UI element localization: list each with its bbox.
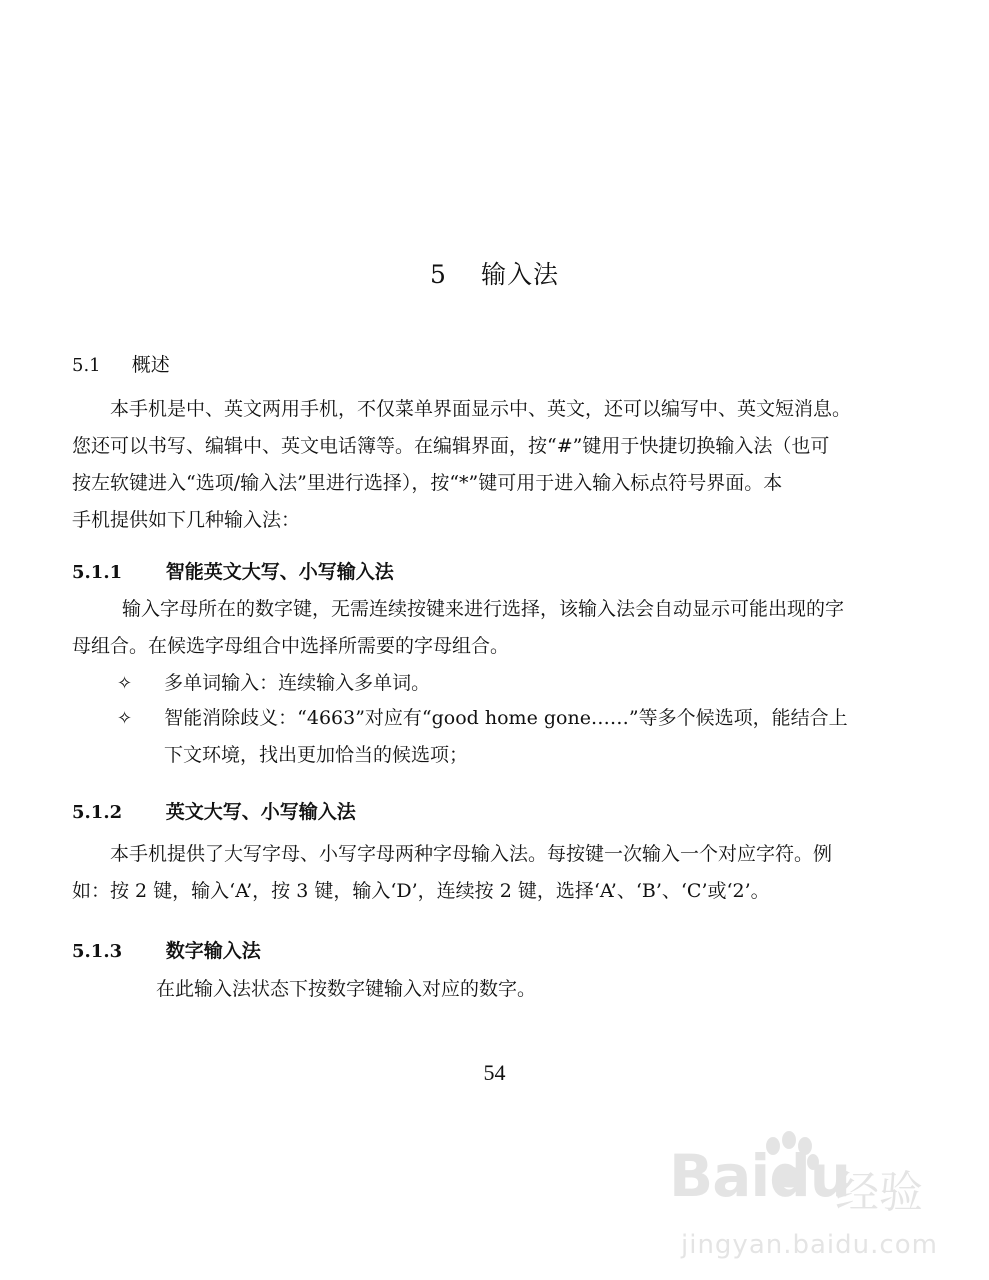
section-title: 英文大写、小写输入法 xyxy=(165,801,356,823)
bullet-text: 下文环境，找出更加恰当的候选项； xyxy=(164,744,469,766)
section-5-1-2-body xyxy=(72,836,832,910)
section-heading-5-1-2 xyxy=(72,797,356,824)
section-title: 概述 xyxy=(131,354,170,376)
baidu-jingyan-watermark xyxy=(659,1130,959,1275)
section-5-1-1-body xyxy=(72,591,844,665)
paragraph-line: 手机提供如下几种输入法： xyxy=(72,509,301,531)
section-title: 数字输入法 xyxy=(165,940,261,962)
section-heading-5-1-1 xyxy=(72,557,394,584)
section-heading-5-1 xyxy=(72,350,170,377)
paragraph-line: 母组合。在候选字母组合中选择所需要的字母组合。 xyxy=(72,635,510,657)
section-number: 5.1.1 xyxy=(72,562,123,583)
chapter-title-text: 输入法 xyxy=(480,260,559,289)
paragraph-line: 如：按 2 键，输入‘A’，按 3 键，输入‘D’，连续按 2 键，选择‘A’、‘B’、‘C’或‘2’。 xyxy=(72,880,770,902)
paragraph-line: 本手机提供了大写字母、小写字母两种字母输入法。每按键一次输入一个对应字符。例 xyxy=(110,843,833,865)
bullet-continuation xyxy=(164,737,468,774)
paragraph-line: 在此输入法状态下按数字键输入对应的数字。 xyxy=(156,978,537,1000)
section-number: 5.1.2 xyxy=(72,802,123,823)
section-number: 5.1.3 xyxy=(72,941,123,962)
paragraph-line: 输入字母所在的数字键，无需连续按键来进行选择，该输入法会自动显示可能出现的字 xyxy=(122,598,845,620)
bullet-item xyxy=(117,665,430,702)
section-title: 智能英文大写、小写输入法 xyxy=(165,561,394,583)
chapter-title xyxy=(0,255,989,291)
section-number: 5.1 xyxy=(72,355,101,376)
watermark-logo: Baidu xyxy=(669,1142,851,1210)
section-5-1-body xyxy=(72,391,851,539)
page-number: 54 xyxy=(483,1060,506,1085)
paragraph-line: 按左软键进入“选项/输入法”里进行选择），按“*”键可用于进入输入标点符号界面。本 xyxy=(72,472,783,494)
paragraph-line: 本手机是中、英文两用手机，不仅菜单界面显示中、英文，还可以编写中、英文短消息。 xyxy=(110,398,852,420)
diamond-bullet-icon: ✧ xyxy=(117,673,133,694)
watermark-brand: 经验 xyxy=(835,1167,923,1218)
bullet-item xyxy=(117,700,848,737)
watermark-url: jingyan.baidu.com xyxy=(681,1230,938,1260)
section-heading-5-1-3 xyxy=(72,936,261,963)
diamond-bullet-icon: ✧ xyxy=(117,708,133,729)
paragraph-line: 您还可以书写、编辑中、英文电话簿等。在编辑界面，按“#”键用于快捷切换输入法（也可 xyxy=(72,435,830,457)
bullet-text: 智能消除歧义：“4663”对应有“good home gone……”等多个候选项，能结合上 xyxy=(164,707,848,729)
chapter-number: 5 xyxy=(430,260,447,289)
section-5-1-3-body xyxy=(72,971,536,1008)
bullet-text: 多单词输入：连续输入多单词。 xyxy=(164,672,431,694)
